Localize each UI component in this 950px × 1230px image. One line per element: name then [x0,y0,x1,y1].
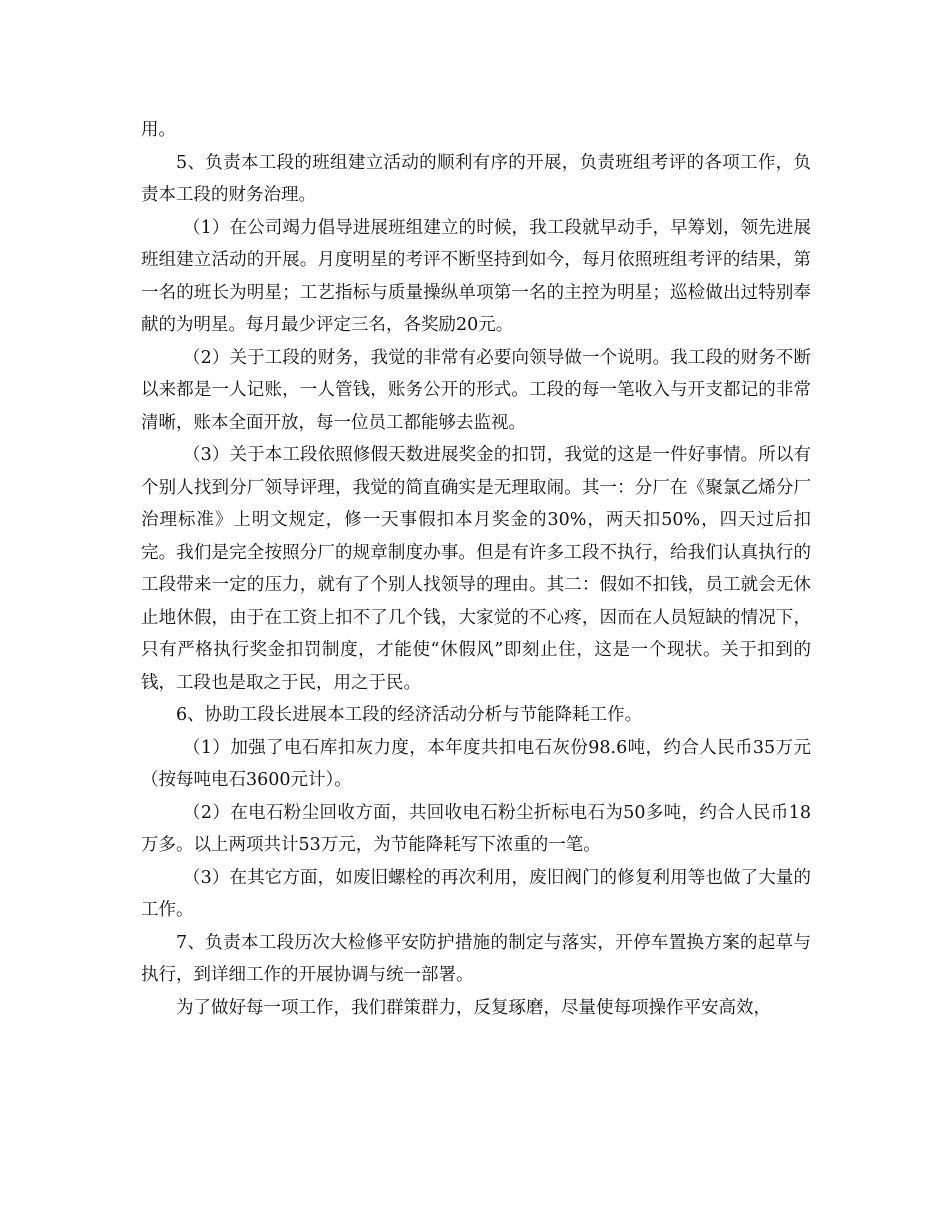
paragraph-item-5-1: （1）在公司竭力倡导进展班组建立的时候，我工段就早动手，早筹划，领先进展班组建立活动的开展。月度明星的考评不断坚持到如今，每月依照班组考评的结果，第一名的班长为明星；工艺指标与质量操纵单项第一名的主控为明星；巡检做出过特别奉献的为明星。每月最少评定三名，各奖励20元。 [141,217,811,335]
paragraph-item-5-3: （3）关于本工段依照修假天数进展奖金的扣罚，我觉的这是一件好事情。所以有个别人找到分厂领导评理，我觉的简直确实是无理取闹。其一：分厂在《聚氯乙烯分厂治理标准》上明文规定，修一天事假扣本月奖金的30%，两天扣50%，四天过后扣完。我们是完全按照分厂的规章制度办事。但是有许多工段不执行，给我们认真执行的工段带来一定的压力，就有了个别人找领导的理由。其二：假如不扣钱，员工就会无休止地休假，由于在工资上扣不了几个钱，大家觉的不心疼，因而在人员短缺的情况下，只有严格执行奖金扣罚制度，才能使“休假风”即刻止住，这是一个现状。关于扣到的钱，工段也是取之于民，用之于民。 [141,445,811,693]
paragraph-item-7: 7、负责本工段历次大检修平安防护措施的制定与落实，开停车置换方案的起草与执行，到详细工作的开展协调与统一部署。 [141,932,811,985]
paragraph-closing: 为了做好每一项工作，我们群策群力，反复琢磨，尽量使每项操作平安高效， [176,997,771,1018]
paragraph-item-6-3: （3）在其它方面，如废旧螺栓的再次利用，废旧阀门的修复利用等也做了大量的工作。 [141,867,811,920]
paragraph-continuation: 用。 [141,120,176,140]
document-body [141,114,811,1024]
paragraph-item-6: 6、协助工段长进展本工段的经济活动分析与节能降耗工作。 [176,705,643,725]
paragraph-item-5-2: （2）关于工段的财务，我觉的非常有必要向领导做一个说明。我工段的财务不断以来都是一人记账，一人管钱，账务公开的形式。工段的每一笔收入与开支都记的非常清晰，账本全面开放，每一位员工都能够去监视。 [141,347,811,433]
paragraph-item-5: 5、负责本工段的班组建立活动的顺利有序的开展，负责班组考评的各项工作，负责本工段的财务治理。 [141,152,811,205]
paragraph-item-6-1: （1）加强了电石库扣灰力度，本年度共扣电石灰份98.6吨，约合人民币35万元（按每吨电石3600元计）。 [141,737,811,790]
paragraph-item-6-2: （2）在电石粉尘回收方面，共回收电石粉尘折标电石为50多吨，约合人民币18万多。以上两项共计53万元，为节能降耗写下浓重的一笔。 [141,802,811,855]
